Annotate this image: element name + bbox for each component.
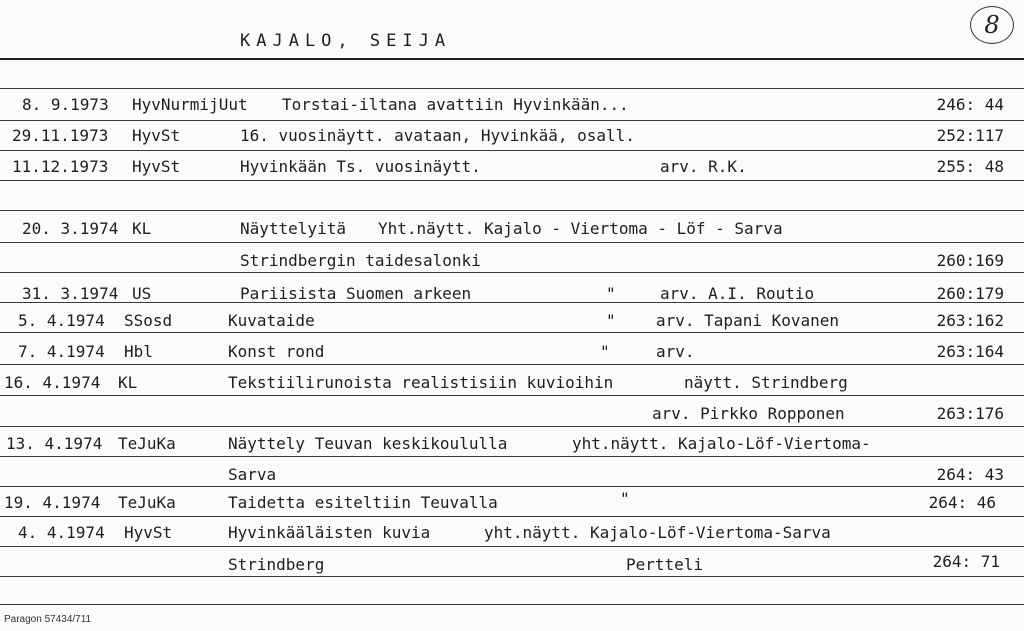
rule [0,242,1024,243]
entry-source: HyvSt [132,157,181,176]
entry-title: Konst rond [228,342,325,361]
card-number: 8 [984,11,1000,39]
entry-ref: 264: 46 [928,493,996,512]
entry-line2: Strindberg [228,555,325,574]
rule [0,546,1024,547]
entry-date: 16. 4.1974 [4,373,101,392]
entry-title: Kuvataide [228,311,315,330]
entry-note: yht.näytt. Kajalo-Löf-Viertoma-Sarva [484,523,831,542]
rule [0,426,1024,427]
entry-note: yht.näytt. Kajalo-Löf-Viertoma- [572,434,871,453]
entry-date: 31. 3.1974 [22,284,119,303]
entry-title: Tekstiilirunoista realistisiin kuvioihin [228,373,614,392]
entry-ref: 264: 43 [936,465,1004,484]
entry-source: HyvSt [132,126,181,145]
entry-ref: 263:162 [936,311,1004,330]
ditto-mark: " [606,311,616,330]
rule [0,180,1024,181]
entry-title: Hyvinkään Ts. vuosinäytt. [240,157,481,176]
entry-title: 16. vuosinäytt. avataan, Hyvinkää, osall. [240,126,635,145]
rule [0,272,1024,273]
entry-place: Pertteli [626,555,704,574]
entry-date: 13. 4.1974 [6,434,103,453]
entry-source: US [132,284,152,303]
entry-title: Näyttelyitä [240,219,346,238]
rule [0,88,1024,89]
entry-source: Hbl [124,342,153,361]
entry-note: arv. [656,342,695,361]
entry-ref: 263:176 [936,404,1004,423]
rule [0,456,1024,457]
rule [0,395,1024,396]
entry-source: TeJuKa [118,434,176,453]
entry-date: 19. 4.1974 [4,493,101,512]
rule [0,302,1024,303]
entry-title: Torstai-iltana avattiin Hyvinkään... [282,95,629,114]
rule [0,210,1024,211]
entry-title: Näyttely Teuvan keskikoululla [228,434,508,453]
rule [0,120,1024,121]
ditto-mark: " [600,342,610,361]
entry-note: arv. R.K. [660,157,747,176]
ditto-mark: " [606,284,616,303]
entry-line2: arv. Pirkko Ropponen [652,404,845,423]
entry-note: arv. A.I. Routio [660,284,815,303]
entry-date: 4. 4.1974 [18,523,105,542]
entry-source: SSosd [124,311,173,330]
entry-ref: 263:164 [936,342,1004,361]
entry-date: 29.11.1973 [12,126,109,145]
card-number-circle [970,6,1014,44]
entry-ref: 264: 71 [932,552,1000,571]
entry-source: TeJuKa [118,493,176,512]
rule [0,486,1024,487]
entry-ref: 260:179 [936,284,1004,303]
rule [0,150,1024,151]
entry-source: HyvNurmijUut [132,95,248,114]
entry-note: arv. Tapani Kovanen [656,311,840,330]
ditto-mark: " [620,489,630,508]
entry-source: HyvSt [124,523,173,542]
rule [0,604,1024,605]
entry-line2: Strindbergin taidesalonki [240,251,481,270]
entry-date: 7. 4.1974 [18,342,105,361]
rule [0,58,1024,60]
person-name: KAJALO, SEIJA [240,31,452,51]
entry-ref: 252:117 [936,126,1004,145]
entry-note: näytt. Strindberg [684,373,848,392]
entry-date: 20. 3.1974 [22,219,119,238]
entry-source: KL [118,373,138,392]
entry-ref: 255: 48 [936,157,1004,176]
entry-line2: Sarva [228,465,277,484]
entry-title: Taidetta esiteltiin Teuvalla [228,493,498,512]
entry-title: Hyvinkääläisten kuvia [228,523,431,542]
entry-ref: 260:169 [936,251,1004,270]
entry-title: Pariisista Suomen arkeen [240,284,472,303]
entry-date: 11.12.1973 [12,157,109,176]
entry-ref: 246: 44 [936,95,1004,114]
rule [0,576,1024,577]
entry-source: KL [132,219,152,238]
rule [0,332,1024,333]
entry-note: Yht.näytt. Kajalo - Viertoma - Löf - Sarva [378,219,783,238]
entry-date: 8. 9.1973 [22,95,109,114]
rule [0,516,1024,517]
rule [0,364,1024,365]
entry-date: 5. 4.1974 [18,311,105,330]
printer-imprint: Paragon 57434/711 [4,614,92,625]
